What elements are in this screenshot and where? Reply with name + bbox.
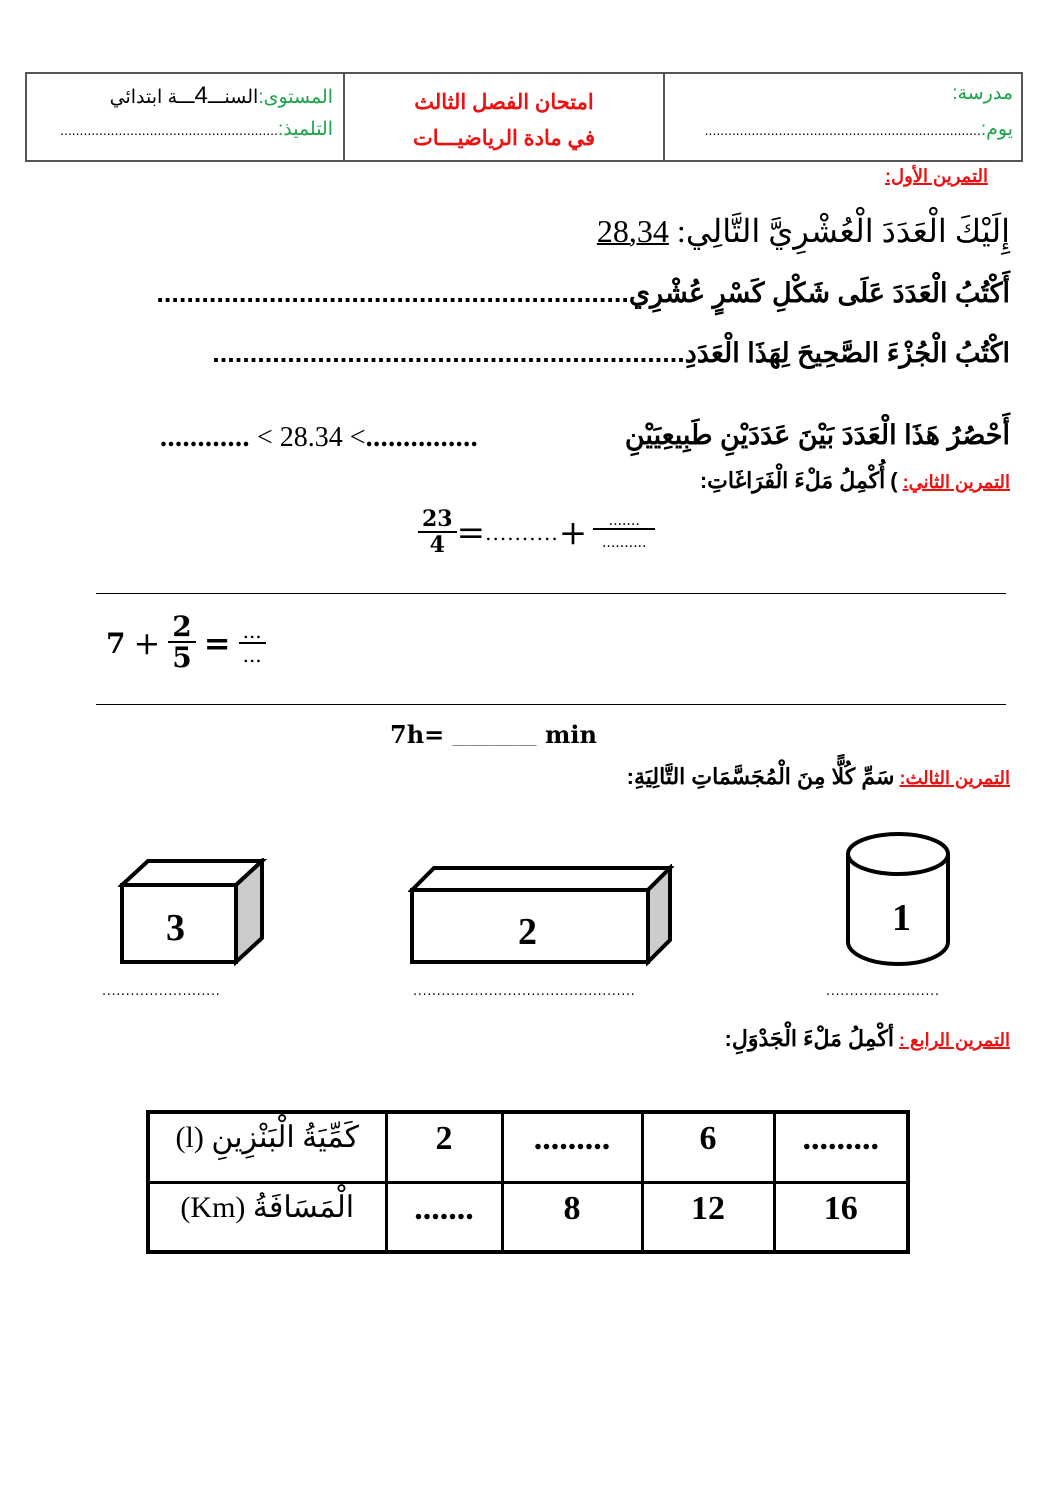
eq1-numerator-field[interactable]: ....... [593, 514, 655, 531]
eq1-answer-fraction [593, 514, 655, 552]
eq1-denominator: 4 [429, 532, 445, 559]
eq1-plus: + [558, 512, 588, 553]
table-cell-blank[interactable]: ......... [502, 1112, 642, 1182]
solid-2-label: 2 [518, 911, 537, 953]
header-level-cell [27, 74, 345, 160]
table-cell: 12 [642, 1182, 774, 1252]
eq2-whole: 7 [106, 626, 126, 660]
fraction-2-5 [168, 612, 195, 674]
exercise2-instruction: أُكْمِلُ مَلْءَ الْفَرَاغَاتِ: [699, 468, 886, 493]
eq2-denominator-field[interactable]: ... [242, 642, 262, 667]
exercise1-q3 [625, 420, 1010, 451]
exam-title-line2: في مادة الرياضيـــات [412, 127, 596, 150]
divider-1 [96, 593, 1006, 594]
less-than-2: < [349, 422, 366, 453]
q3-inequality [160, 422, 478, 454]
exercise4-instruction: أكْمِلُ مَلْءَ الْجَدْوَلِ: [724, 1026, 894, 1051]
eq1-numerator: 23 [418, 508, 457, 533]
q3-lower-bound-field[interactable]: ............ [160, 422, 250, 453]
exercise2-title-text: التمرين الثاني: [902, 472, 1010, 492]
eq2-numerator: 2 [168, 612, 195, 643]
day-field[interactable]: ....................................................................... [704, 122, 981, 138]
level-label: المستوى: [258, 87, 333, 108]
solid-1-label: 1 [892, 897, 911, 939]
table-row-distance [148, 1182, 908, 1252]
exercise3-title [627, 764, 1010, 790]
table-row-fuel [148, 1112, 908, 1182]
solid-3-label: 3 [166, 907, 185, 949]
less-than-1: < [257, 422, 273, 453]
intro-text: إِلَيْكَ الْعَدَدَ الْعُشْرِيَّ التَّالِي: [668, 213, 1010, 249]
student-line [60, 118, 333, 141]
header-title-cell [345, 74, 665, 160]
table-cell: 6 [642, 1112, 774, 1182]
exercise4-title [725, 1026, 1010, 1052]
eq2-denominator: 5 [172, 641, 192, 675]
exercise4-title-text: التمرين الرابع : [899, 1030, 1010, 1050]
equation-2 [106, 612, 266, 674]
level-number: 4 [194, 82, 208, 109]
level-suffix: ـــة ابتدائي [109, 87, 195, 108]
eq2-plus: + [133, 624, 161, 663]
exercise1-title-text: التمرين الأول: [885, 166, 988, 186]
decimal-number: 28,34 [596, 213, 669, 249]
exercise1-title [885, 166, 988, 187]
solid-3-prism [118, 858, 268, 966]
table-cell-blank[interactable]: ....... [386, 1182, 502, 1252]
level-line [110, 82, 333, 110]
row-header-fuel: كَمِّيَةُ الْبَنْزِينِ (l) [148, 1112, 386, 1182]
exercise3-title-text: التمرين الثالث: [899, 768, 1010, 788]
eq3-hours: 7h= [390, 720, 445, 749]
header-school-cell [665, 74, 1021, 160]
solid-2-answer-field[interactable]: ............................................... [413, 984, 636, 999]
level-prefix: السنـــ [207, 87, 259, 108]
divider-2 [96, 704, 1006, 705]
eq1-whole-field[interactable]: .......... [485, 520, 559, 545]
q3-upper-bound-field[interactable]: ............... [365, 422, 479, 453]
exercise2-title [700, 468, 1010, 494]
row-header-distance: الْمَسَافَةُ (Km) [148, 1182, 386, 1252]
equation-3 [390, 720, 597, 749]
paren: ) [890, 468, 898, 493]
eq2-numerator-field[interactable]: ... [239, 621, 266, 644]
table-cell-blank[interactable]: ......... [774, 1112, 908, 1182]
q1-text: أَكْتُبُ الْعَدَدَ عَلَى شَكْلِ كَسْرٍ عُشْرِي [628, 278, 1010, 308]
exercise3-instruction: سَمِّ كُلًّا مِنَ الْمُجَسَّمَاتِ التَّالِيَةِ: [626, 764, 895, 789]
table-cell: 8 [502, 1182, 642, 1252]
q2-text: اكْتُبُ الْجُزْءَ الصَّحِيحَ لِهَذَا الْعَدَدِ [684, 338, 1010, 368]
eq3-minutes-field[interactable]: ______________ [452, 732, 537, 746]
day-line [705, 118, 1013, 141]
table-cell: 2 [386, 1112, 502, 1182]
eq2-equals: = [203, 624, 231, 663]
school-label: مدرسة: [952, 83, 1013, 104]
exercise1-q2 [212, 338, 1010, 369]
eq3-unit: min [544, 720, 597, 749]
eq1-denominator-field[interactable]: .......... [601, 535, 647, 552]
q1-answer-field[interactable]: ............................................................... [156, 278, 629, 308]
header-table [25, 72, 1023, 162]
exercise1-q1 [156, 278, 1010, 309]
student-label: التلميذ: [277, 119, 333, 140]
solid-1-answer-field[interactable]: ........................ [826, 984, 940, 999]
solid-2-prism [408, 864, 674, 966]
q3-text: أَحْصُرُ هَذَا الْعَدَدَ بَيْنَ عَدَدَيْنِ طَبِيعِيَيْنِ [624, 420, 1010, 450]
q3-value: 28.34 [279, 422, 343, 453]
prism2-top-face [412, 868, 670, 890]
solid-3-answer-field[interactable]: ......................... [102, 984, 221, 999]
q2-answer-field[interactable]: ............................................................... [212, 338, 685, 368]
day-label: يوم: [980, 119, 1013, 140]
fraction-23-4 [418, 508, 457, 557]
equation-1 [418, 508, 655, 557]
exercise1-intro [597, 212, 1010, 250]
eq2-answer-fraction [239, 618, 266, 667]
exam-title-line1: امتحان الفصل الثالث [414, 91, 594, 114]
eq1-equals: = [456, 512, 486, 553]
cylinder-top [848, 834, 948, 874]
table-cell: 16 [774, 1182, 908, 1252]
student-name-field[interactable]: ........................................................ [60, 122, 278, 138]
proportionality-table [146, 1110, 910, 1254]
